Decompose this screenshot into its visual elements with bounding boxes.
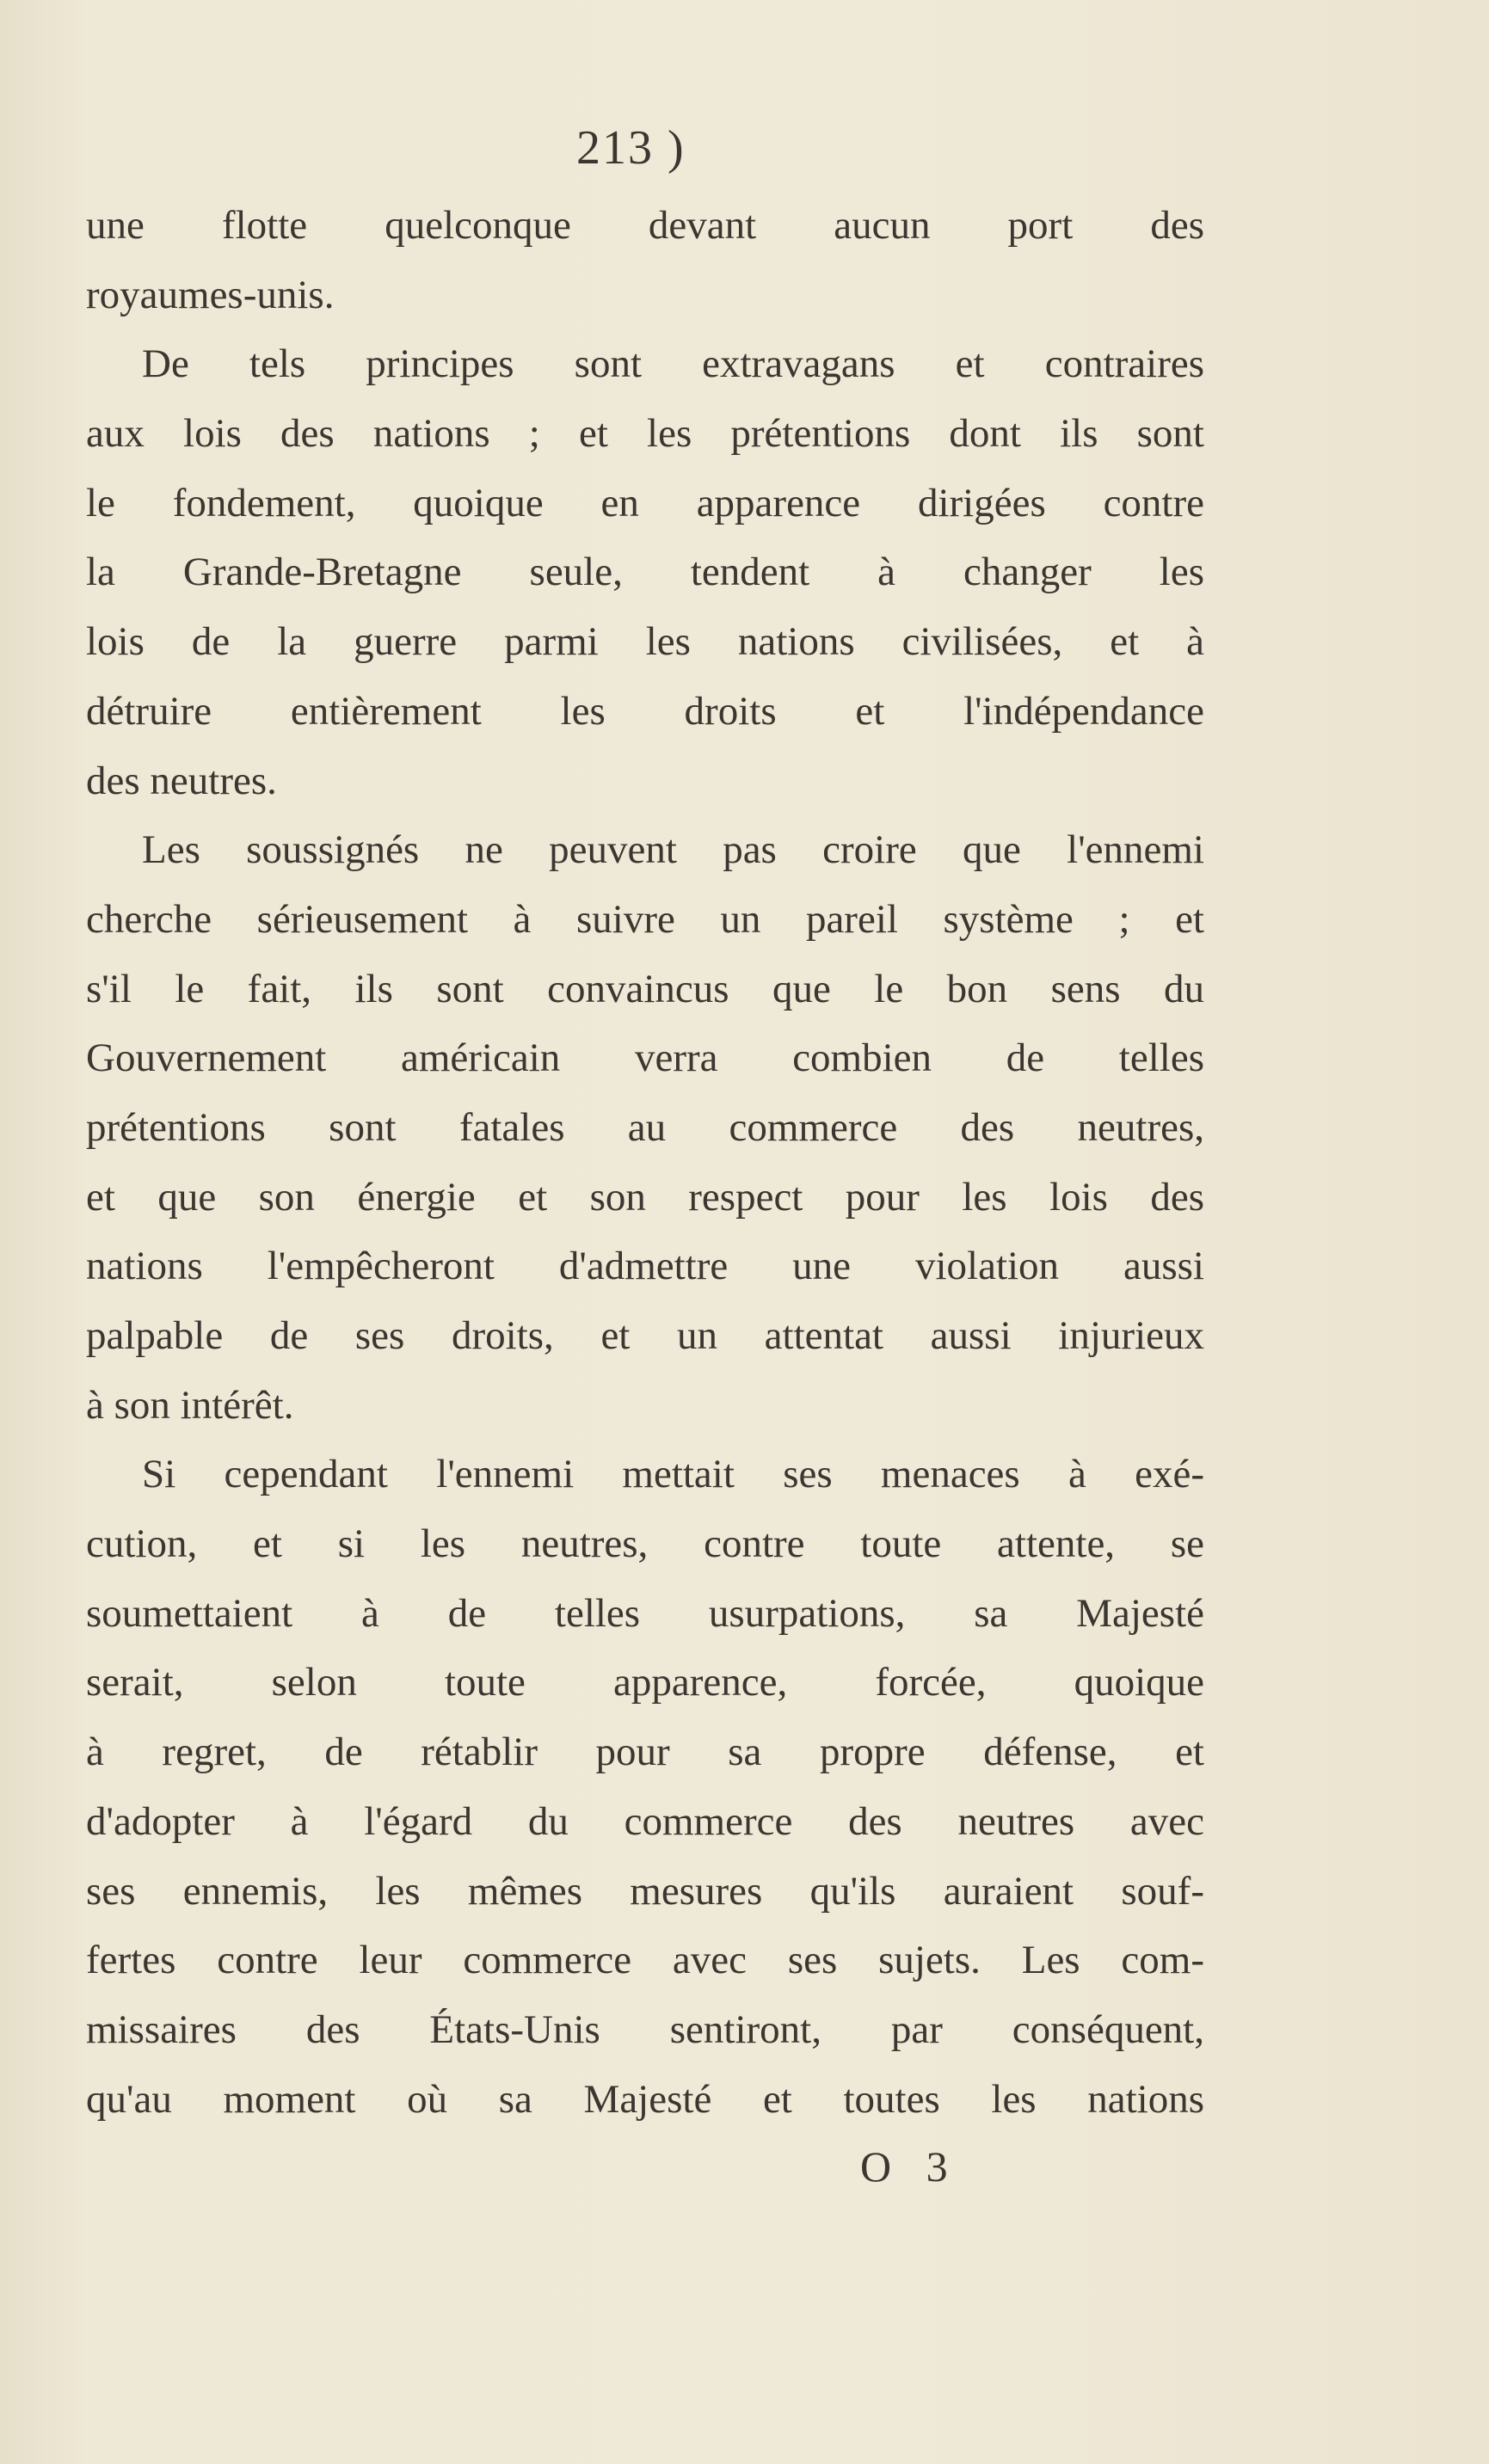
text-line: ses ennemis, les mêmes mesures qu'ils auraient souf- [86, 1868, 1204, 1914]
text-line: à regret, de rétablir pour sa propre défense, et [86, 1730, 1204, 1775]
text-line: De tels principes sont extravagans et contraires [142, 341, 1204, 387]
page-number-header: 213 ) [576, 121, 686, 175]
text-line: et que son énergie et son respect pour les lois des [86, 1174, 1204, 1220]
text-line: d'adopter à l'égard du commerce des neutres avec [86, 1798, 1204, 1844]
text-line: une flotte quelconque devant aucun port des [86, 203, 1204, 248]
body-text [86, 191, 1204, 2134]
text-line: Les soussignés ne peuvent pas croire que l'ennemi [142, 827, 1204, 873]
text-line: lois de la guerre parmi les nations civilisées, et à [86, 619, 1204, 665]
text-line: la Grande-Bretagne seule, tendent à changer les [86, 550, 1204, 595]
text-line: serait, selon toute apparence, forcée, quoique [86, 1660, 1204, 1705]
text-line: Si cependant l'ennemi mettait ses menaces à exé- [142, 1452, 1204, 1497]
text-line: cution, et si les neutres, contre toute attente, se [86, 1521, 1204, 1567]
text-line: s'il le fait, ils sont convaincus que le bon sens du [86, 966, 1204, 1011]
text-line: prétentions sont fatales au commerce des neutres, [86, 1104, 1204, 1150]
text-line: le fondement, quoique en apparence dirigées contre [86, 480, 1204, 525]
text-line: cherche sérieusement à suivre un pareil système ; et [86, 896, 1204, 942]
text-line: qu'au moment où sa Majesté et toutes les nations [86, 2076, 1204, 2122]
text-line: palpable de ses droits, et un attentat aussi injurieux [86, 1313, 1204, 1358]
text-line: des neutres. [86, 758, 277, 803]
text-line: Gouvernement américain verra combien de telles [86, 1035, 1204, 1081]
text-line: aux lois des nations ; et les prétentions dont ils sont [86, 411, 1204, 457]
text-line: missaires des États-Unis sentiront, par conséquent, [86, 2006, 1204, 2052]
text-line: détruire entièrement les droits et l'indépendance [86, 688, 1204, 734]
signature-mark: O 3 [860, 2142, 960, 2191]
text-line: soumettaient à de telles usurpations, sa Majesté [86, 1590, 1204, 1636]
text-line: à son intérêt. [86, 1382, 294, 1428]
text-line: royaumes-unis. [86, 272, 335, 317]
text-line: nations l'empêcheront d'admettre une violation aussi [86, 1244, 1204, 1289]
text-line: fertes contre leur commerce avec ses sujets. Les com- [86, 1938, 1204, 1983]
